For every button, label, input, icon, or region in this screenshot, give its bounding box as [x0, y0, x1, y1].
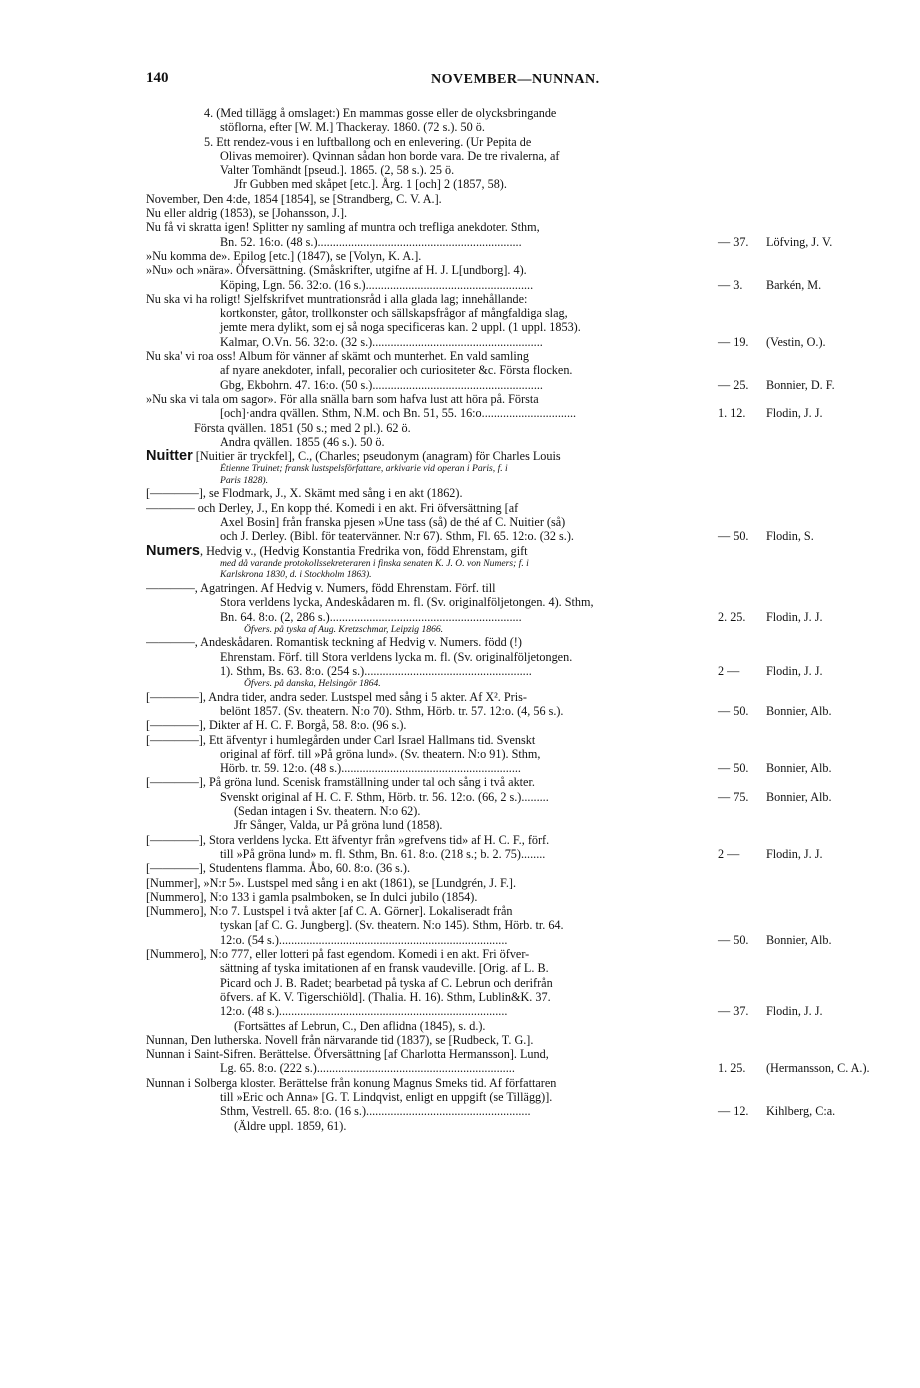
catalog-entry — [146, 292, 904, 349]
entry-line: tyskan [af C. G. Jungberg]. (Sv. theatern. N:o 145). Sthm, Hörb. tr. 64. — [220, 918, 564, 933]
entry-line: Axel Bosin] från franska pjesen »Une tass (så) de thé af C. Nuitier (så) — [220, 515, 566, 530]
entry-line: [————], Studentens flamma. Åbo, 60. 8:o. (36 s.). — [146, 861, 411, 876]
entry-headword: Numers — [146, 543, 200, 558]
entry-price: — 50. — [718, 703, 749, 718]
entry-line: sättning af tyska imitationen af en fransk vaudeville. [Orig. af L. B. — [220, 961, 549, 976]
entry-line: [————], På gröna lund. Scenisk framställning under tal och sång i två akter. — [146, 775, 535, 790]
entry-line: 12:o. (48 s.)........................................................................... — [220, 1004, 508, 1019]
entry-publisher: Flodin, J. J. — [766, 846, 823, 861]
entry-publisher: Flodin, J. J. — [766, 609, 823, 624]
entry-note: Karlskrona 1830, d. i Stockholm 1863). — [220, 569, 372, 581]
entry-line: Ehrenstam. Förf. till Stora verldens lycka m. fl. (Sv. originalföljetongen. — [220, 649, 573, 664]
catalog-entry — [146, 1119, 904, 1133]
catalog-entry — [146, 135, 904, 192]
entry-line: 5. Ett rendez-vous i en luftballong och en enlevering. (Ur Pepita de — [204, 134, 532, 149]
catalog-entry — [146, 1047, 904, 1076]
entry-line: [och]·andra qvällen. Sthm, N.M. och Bn. 51, 55. 16:o............................... — [220, 406, 577, 421]
entry-note: Öfvers. på danska, Helsingör 1864. — [244, 678, 381, 690]
entry-line: »Nu ska vi tala om sagor». För alla snälla barn som hafva lust att höra på. Första — [146, 391, 539, 406]
entry-price: 2 — — [718, 663, 740, 678]
entry-publisher: Flodin, S. — [766, 529, 814, 544]
entry-line: (Fortsättes af Lebrun, C., Den aflidna (1845), s. d.). — [234, 1018, 486, 1033]
entry-line: (Äldre uppl. 1859, 61). — [234, 1118, 347, 1133]
entry-line: Nu få vi skratta igen! Splitter ny samling af muntra och trefliga anekdoter. Sthm, — [146, 220, 540, 235]
entry-price: — 25. — [718, 377, 749, 392]
catalog-entry — [146, 804, 904, 833]
entry-line: Olivas memoirer). Qvinnan sådan hon borde vara. De tre rivalerna, af — [220, 148, 560, 163]
entry-line: [————], Ett äfventyr i humlegården under Carl Israel Hallmans tid. Svenskt — [146, 732, 536, 747]
entry-price: — 50. — [718, 529, 749, 544]
catalog-entry — [146, 947, 904, 1018]
entry-price: — 37. — [718, 1004, 749, 1019]
entry-line: Nunnan i Solberga kloster. Berättelse från konung Magnus Smeks tid. Af författaren — [146, 1075, 557, 1090]
entry-publisher: Barkén, M. — [766, 277, 822, 292]
catalog-entry — [146, 421, 904, 450]
entry-line: [————], Stora verldens lycka. Ett äfventyr från »grefvens tid» af H. C. F., förf. — [146, 832, 550, 847]
entry-publisher: Flodin, J. J. — [766, 1004, 823, 1019]
entry-line: ———— och Derley, J., En kopp thé. Komedi i en akt. Fri öfversättning [af — [146, 500, 519, 515]
entry-line: (Sedan intagen i Sv. theatern. N:o 62). — [234, 804, 421, 819]
catalog-entry — [146, 106, 904, 135]
entry-line: [Nummero], N:o 7. Lustspel i två akter [af C. A. Görner]. Lokaliseradt från — [146, 904, 513, 919]
entry-line: Stora verldens lycka, Andeskådaren m. fl. (Sv. originalföljetongen. 4). Sthm, — [220, 595, 594, 610]
catalog-entry — [146, 890, 904, 904]
entry-price: 1. 25. — [718, 1061, 746, 1076]
entry-line: [————], se Flodmark, J., X. Skämt med sång i en akt (1862). — [146, 486, 463, 501]
catalog-entry — [146, 904, 904, 947]
entry-price: — 19. — [718, 334, 749, 349]
entry-line: Nunnan, Den lutherska. Novell från närvarande tid (1837), se [Rudbeck, T. G.]. — [146, 1032, 534, 1047]
entry-publisher: Löfving, J. V. — [766, 234, 833, 249]
entry-publisher: Bonnier, Alb. — [766, 789, 832, 804]
catalog-entry — [146, 1076, 904, 1119]
entry-line: »Nu» och »nära». Öfversättning. (Småskrifter, utgifne af H. J. L[undborg]. 4). — [146, 263, 527, 278]
catalog-entry — [146, 581, 904, 635]
entry-line: [Nummer], »N:r 5». Lustspel med sång i en akt (1861), se [Lundgrén, J. F.]. — [146, 875, 516, 890]
entry-line: till »Eric och Anna» [G. T. Lindqvist, enligt en uppgift (se Tillägg)]. — [220, 1090, 553, 1104]
entry-line: 12:o. (54 s.)........................................................................... — [220, 932, 508, 947]
entry-price: — 37. — [718, 234, 749, 249]
entry-note: Öfvers. på tyska af Aug. Kretzschmar, Leipzig 1866. — [244, 623, 444, 635]
entry-line: och J. Derley. (Bibl. för teatervänner. N:r 67). Sthm, Fl. 65. 12:o. (32 s.). — [220, 529, 574, 544]
entry-line: Jfr Sånger, Valda, ur På gröna lund (1858). — [234, 818, 443, 833]
entry-line: Hörb. tr. 59. 12:o. (48 s.)........................................................... — [220, 761, 521, 776]
catalog-entry — [146, 192, 904, 206]
entry-note: Paris 1828). — [220, 474, 268, 486]
page-header — [146, 70, 746, 94]
entry-price: 1. 12. — [718, 406, 746, 421]
entry-line: Nunnan i Saint-Sifren. Berättelse. Öfversättning [af Charlotta Hermansson]. Lund, — [146, 1047, 549, 1062]
entry-line: Nuitter [Nuitier är tryckfel], C., (Charles; pseudonym (anagram) för Charles Louis — [146, 449, 561, 464]
catalog-entry — [146, 392, 904, 421]
entry-line: af nyare anekdoter, infall, pecoralier och curiositeter &c. Första flocken. — [220, 363, 573, 378]
entry-line: Sthm, Vestrell. 65. 8:o. (16 s.)...................................................... — [220, 1104, 531, 1119]
entry-line: [————], Dikter af H. C. F. Borgå, 58. 8:o. (96 s.). — [146, 718, 407, 733]
catalog-entry — [146, 635, 904, 689]
entry-price: — 50. — [718, 932, 749, 947]
entry-line: Svenskt original af H. C. F. Sthm, Hörb. tr. 56. 12:o. (66, 2 s.)......... — [220, 789, 549, 804]
entry-line: [————], Andra tider, andra seder. Lustspel med sång i 5 akter. Af X². Pris- — [146, 689, 527, 704]
entry-line: Bn. 52. 16:o. (48 s.)................................................................... — [220, 234, 522, 249]
entry-line: [Nummero], N:o 133 i gamla psalmboken, se In dulci jubilo (1854). — [146, 889, 478, 904]
entry-line: Numers, Hedvig v., (Hedvig Konstantia Fredrika von, född Ehrenstam, gift — [146, 543, 528, 558]
catalog-entry — [146, 718, 904, 732]
entry-publisher: Bonnier, D. F. — [766, 377, 835, 392]
entry-line: Kalmar, O.Vn. 56. 32:o. (32 s.)........................................................ — [220, 334, 543, 349]
entry-line: original af förf. till »På gröna lund». (Sv. theatern. N:o 91). Sthm, — [220, 746, 541, 761]
catalog-entry — [146, 1019, 904, 1033]
entry-price: — 50. — [718, 761, 749, 776]
catalog-entry — [146, 349, 904, 392]
entry-price: — 3. — [718, 277, 743, 292]
entry-line: jemte mera dylikt, som ej så noga specificeras kan. 2 uppl. (1 uppl. 1853). — [220, 320, 581, 335]
catalog-entry — [146, 263, 904, 292]
entry-line: Nu eller aldrig (1853), se [Johansson, J.]. — [146, 206, 348, 221]
entry-line: [Nummero], N:o 777, eller lotteri på fast egendom. Komedi i en akt. Fri öfver- — [146, 947, 530, 962]
entry-price: — 75. — [718, 789, 749, 804]
page-number: 140 — [146, 70, 169, 86]
entry-line: ————, Andeskådaren. Romantisk teckning af Hedvig v. Numers. född (!) — [146, 635, 522, 650]
catalog-entry — [146, 690, 904, 719]
entry-line: Gbg, Ekbohrn. 47. 16:o. (50 s.)........................................................ — [220, 377, 543, 392]
entry-price: 2 — — [718, 846, 740, 861]
entry-price: — 12. — [718, 1104, 749, 1119]
entry-line: kortkonster, gåtor, trollkonster och sällskapsfrågor af mångfaldiga slag, — [220, 306, 568, 321]
entry-publisher: Bonnier, Alb. — [766, 761, 832, 776]
entry-publisher: Kihlberg, C:a. — [766, 1104, 836, 1119]
entry-note: med då varande protokollssekreteraren i finska senaten K. J. O. von Numers; f. i — [220, 557, 529, 569]
catalog-entry — [146, 1033, 904, 1047]
entry-line: Andra qvällen. 1855 (46 s.). 50 ö. — [220, 434, 385, 449]
catalog-entry — [146, 775, 904, 804]
entry-publisher: Flodin, J. J. — [766, 406, 823, 421]
entry-publisher: (Vestin, O.). — [766, 334, 826, 349]
catalog-entry — [146, 449, 904, 486]
catalog-entries — [146, 106, 904, 1133]
catalog-entry — [146, 876, 904, 890]
entry-line: stöflorna, efter [W. M.] Thackeray. 1860. (72 s.). 50 ö. — [220, 120, 485, 135]
entry-publisher: (Hermansson, C. A.). — [766, 1061, 870, 1076]
entry-line: Picard och J. B. Radet; bearbetad på tyska af C. Lebrun och derifrån — [220, 975, 553, 990]
entry-headword: Nuitter — [146, 449, 193, 464]
entry-price: 2. 25. — [718, 609, 746, 624]
entry-line: 4. (Med tillägg å omslaget:) En mammas gosse eller de olycksbringande — [204, 106, 557, 120]
catalog-entry — [146, 486, 904, 543]
entry-publisher: Flodin, J. J. — [766, 663, 823, 678]
entry-line: Första qvällen. 1851 (50 s.; med 2 pl.). 62 ö. — [194, 420, 411, 435]
running-head: NOVEMBER—NUNNAN. — [431, 72, 600, 87]
entry-line: Lg. 65. 8:o. (222 s.)................................................................. — [220, 1061, 515, 1076]
entry-line: Nu ska' vi roa oss! Album för vänner af skämt och munterhet. En vald samling — [146, 349, 529, 364]
entry-line: belönt 1857. (Sv. theatern. N:o 70). Sthm, Hörb. tr. 57. 12:o. (4, 56 s.). — [220, 703, 564, 718]
entry-line: Nu ska vi ha roligt! Sjelfskrifvet muntrationsråd i alla glada lag; innehållande: — [146, 291, 528, 306]
entry-line: Jfr Gubben med skåpet [etc.]. Årg. 1 [och] 2 (1857, 58). — [234, 177, 507, 192]
catalog-entry — [146, 544, 904, 581]
entry-line: till »På gröna lund» m. fl. Sthm, Bn. 61. 8:o. (218 s.; b. 2. 75)........ — [220, 846, 546, 861]
catalog-entry — [146, 833, 904, 862]
entry-line: 1). Sthm, Bs. 63. 8:o. (254 s.)....................................................... — [220, 663, 532, 678]
catalog-entry — [146, 220, 904, 249]
entry-line: Valter Tomhändt [pseud.]. 1865. (2, 58 s.). 25 ö. — [220, 163, 455, 178]
catalog-entry — [146, 206, 904, 220]
catalog-entry — [146, 861, 904, 875]
entry-line: November, Den 4:de, 1854 [1854], se [Strandberg, C. V. A.]. — [146, 191, 442, 206]
entry-line: ————, Agatringen. Af Hedvig v. Numers, född Ehrenstam. Förf. till — [146, 580, 496, 595]
entry-note: Étienne Truinet; fransk lustspelsförfattare, arkivarie vid operan i Paris, f. i — [220, 463, 508, 475]
catalog-entry — [146, 733, 904, 776]
entry-line: öfvers. af K. V. Tigerschiöld]. (Thalia. H. 16). Sthm, Lublin&K. 37. — [220, 989, 551, 1004]
entry-line: »Nu komma de». Epilog [etc.] (1847), se [Volyn, K. A.]. — [146, 248, 422, 263]
catalog-entry — [146, 249, 904, 263]
entry-line: Bn. 64. 8:o. (2, 286 s.)............................................................... — [220, 609, 522, 624]
entry-publisher: Bonnier, Alb. — [766, 932, 832, 947]
entry-publisher: Bonnier, Alb. — [766, 703, 832, 718]
entry-line: Köping, Lgn. 56. 32:o. (16 s.)....................................................... — [220, 277, 534, 292]
